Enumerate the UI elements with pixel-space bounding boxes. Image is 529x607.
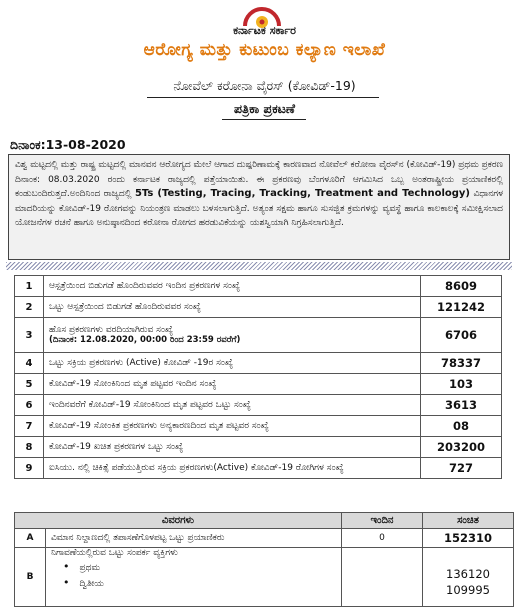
row-value: 727 [421, 458, 502, 479]
intro-5ts: 5Ts (Testing, Tracing, Tracking, Treatment and Technology) [134, 188, 470, 199]
row-number: 9 [15, 458, 44, 479]
row-letter: A [15, 529, 46, 548]
table-row [15, 353, 502, 374]
table-row [15, 529, 514, 548]
department-title: ಆರೋಗ್ಯ ಮತ್ತು ಕುಟುಂಬ ಕಲ್ಯಾಣ ಇಲಾಖೆ [143, 40, 386, 60]
row-description-text: ಹೊಸ ಪ್ರಕರಣಗಳು ವರದಿಯಾಗಿರುವ ಸಂಖ್ಯೆ [49, 325, 174, 335]
row-date-note: (ದಿನಾಂಕ: 12.08.2020, 00:00 ರಿಂದ 23:59 ರವರೆಗೆ) [49, 335, 241, 345]
intro-paragraph [8, 154, 510, 260]
stats-table [14, 275, 502, 479]
table-row [15, 395, 502, 416]
table-header-row [15, 513, 514, 529]
table-row [15, 276, 502, 297]
row-value: 3613 [421, 395, 502, 416]
row-description: ಐಸಿಯು. ನಲ್ಲಿ ಚಿಕಿತ್ಸೆ ಪಡೆಯುತ್ತಿರುವ ಸಕ್ರಿಯ ಪ್ರಕರಣಗಳು(Active) ಕೋವಿಡ್-19 ರೋಗಿಗಳ ಸಂಖ್ಯೆ [44, 458, 421, 479]
row-value: 08 [421, 416, 502, 437]
row-description: ಇಂದಿನವರೆಗೆ ಕೋವಿಡ್-19 ಸೋಂಕಿನಿಂದ ಮೃತ ಪಟ್ಟವರ ಒಟ್ಟು ಸಂಖ್ಯೆ [44, 395, 421, 416]
row-description: ಕೋವಿಡ್-19 ಸೋಂಕಿತ ಪ್ರಕರಣಗಳು ಅನ್ಯಕಾರಣದಿಂದ ಮೃತ ಪಟ್ಟವರ ಸಂಖ್ಯೆ [44, 416, 421, 437]
government-name: ಕರ್ನಾಟಕ ಸರ್ಕಾರ [233, 24, 296, 37]
header-cumulative: ಸಂಚಿತ [423, 513, 514, 529]
bullet-secondary: • ದ್ವಿತೀಯ [63, 576, 336, 592]
table-row [15, 458, 502, 479]
row-number: 5 [15, 374, 44, 395]
row-number: 8 [15, 437, 44, 458]
table-row [15, 548, 514, 607]
row-description: ವಿಮಾನ ನಿಲ್ದಾಣದಲ್ಲಿ ತಪಾಸಣೆಗೊಳಪಟ್ಟ ಒಟ್ಟು ಪ್ರಯಾಣಿಕರು [46, 529, 342, 548]
screening-table [14, 512, 514, 607]
cumulative-secondary: 109995 [446, 583, 490, 597]
cumulative-primary: 136120 [446, 567, 490, 581]
row-number: 7 [15, 416, 44, 437]
row-number: 4 [15, 353, 44, 374]
row-today [342, 548, 423, 607]
row-letter: B [15, 548, 46, 607]
row-description: ಒಟ್ಟು ಆಸ್ಪತ್ರೆಯಿಂದ ಬಿಡುಗಡೆ ಹೊಂದಿರುವವರ ಸಂಖ್ಯೆ [44, 297, 421, 318]
row-description [44, 318, 421, 353]
table-row [15, 297, 502, 318]
intro-text-a: ವಿಶ್ವ ಮಟ್ಟದಲ್ಲಿ ಮತ್ತು ರಾಷ್ಟ್ರ ಮಟ್ಟದಲ್ಲಿ ಮಾನವನ ಆರೋಗ್ಯದ ಮೇಲೆ ಆಗಾದ ದುಷ್ಪರಿಣಾಮಕ್ಕೆ ಕಾರಣವಾದ ನೋವೆಲ್ ಕರೋನಾ ವೈರಸ್‌ನ (ಕೋವಿಡ್-19) ಪ್ರಥಮ ಪ್ರಕರಣ ದಿನಾಂಕ: 08.03.2020 ರಂದು ಕರ್ನಾಟಕ ರಾಜ್ಯದಲ್ಲಿ ಪತ್ತೆಯಾಯಿತು. ಈ ಪ್ರಕರಣವು ಬೆಂಗಳೂರಿಗೆ ಆಗಮಿಸಿದ ಒಬ್ಬ ಅಂತರಾಷ್ಟ್ರೀಯ ಪ್ರಯಾಣಿಕರಲ್ಲಿ ಕಂಡುಬಂದಿರುತ್ತದೆ.ಅಂದಿನಿಂದ ರಾಜ್ಯದಲ್ಲಿ [15, 160, 503, 199]
row-value: 6706 [421, 318, 502, 353]
row-today: 0 [342, 529, 423, 548]
row-description: ಆಸ್ಪತ್ರೆಯಿಂದ ಬಿಡುಗಡೆ ಹೊಂದಿರುವವರ ಇಂದಿನ ಪ್ರಕರಣಗಳ ಸಂಖ್ಯೆ [44, 276, 421, 297]
press-underline [222, 119, 306, 120]
bullet-primary: • ಪ್ರಥಮ [63, 560, 336, 576]
row-description-text: ನಿಗಾವಣೆಯಲ್ಲಿರುವ ಒಟ್ಟು ಸಂಪರ್ಕ ವ್ಯಕ್ತಿಗಳು [51, 548, 178, 558]
row-number: 2 [15, 297, 44, 318]
row-value: 78337 [421, 353, 502, 374]
row-cumulative: 152310 [423, 529, 514, 548]
row-number: 6 [15, 395, 44, 416]
table-row [15, 318, 502, 353]
row-description: ಕೋವಿಡ್-19 ಸೋಂಕಿನಿಂದ ಮೃತ ಪಟ್ಟವರ ಇಂದಿನ ಸಂಖ್ಯೆ [44, 374, 421, 395]
table-row [15, 374, 502, 395]
row-value: 203200 [421, 437, 502, 458]
row-number: 1 [15, 276, 44, 297]
row-description: ಒಟ್ಟು ಸಕ್ರಿಯ ಪ್ರಕರಣಗಳು (Active) ಕೋವಿಡ್ -19ರ ಸಂಖ್ಯೆ [44, 353, 421, 374]
hatched-divider [6, 262, 512, 270]
row-value: 121242 [421, 297, 502, 318]
row-cumulative [423, 548, 514, 607]
row-value: 103 [421, 374, 502, 395]
row-value: 8609 [421, 276, 502, 297]
header-details: ವಿವರಗಳು [15, 513, 342, 529]
header-today: ಇಂದಿನ [342, 513, 423, 529]
row-description [46, 548, 342, 607]
subject-underline [147, 97, 379, 98]
subject-title: ನೋವೆಲ್ ಕರೋನಾ ವೈರಸ್ (ಕೋವಿಡ್-19) [173, 78, 356, 93]
intro-text-c: ವಿಧಾನಗಳ ಮಾದರಿಯನ್ನು ಕೋವಿಡ್-19 ರೋಗವನ್ನು ನಿಯಂತ್ರಣ ಮಾಡಲು ಬಳಸಲಾಗುತ್ತಿದೆ. ಅತ್ಯಂತ ಸಕ್ಷಮ ಹಾಗೂ ಸುಸಜ್ಜಿತ ಕ್ರಮಗಳನ್ನು ವ್ಯವಸ್ಥೆ ಹಾಗೂ ಕಾಲಕಾಲಕ್ಕೆ ಸಮೀಕ್ಷಿಸಲಾದ ಯೋಜನೆಗಳ ರಚನೆ ಹಾಗೂ ಅನುಷ್ಠಾನದಿಂದ ಕರೋನಾ ರೋಗದ ಹರಡುವಿಕೆಯನ್ನು ಯಶಸ್ವಿಯಾಗಿ ನಿಗ್ರಹಿಸಲಾಗುತ್ತಿದೆ. [15, 189, 503, 228]
row-number: 3 [15, 318, 44, 353]
table-row [15, 416, 502, 437]
release-date: ದಿನಾಂಕ:13-08-2020 [10, 137, 126, 152]
row-description: ಕೋವಿಡ್-19 ಖಚಿತ ಪ್ರಕರಣಗಳ ಒಟ್ಟು ಸಂಖ್ಯೆ [44, 437, 421, 458]
table-row [15, 437, 502, 458]
press-release-title: ಪತ್ರಿಕಾ ಪ್ರಕಟಣೆ [233, 101, 295, 116]
